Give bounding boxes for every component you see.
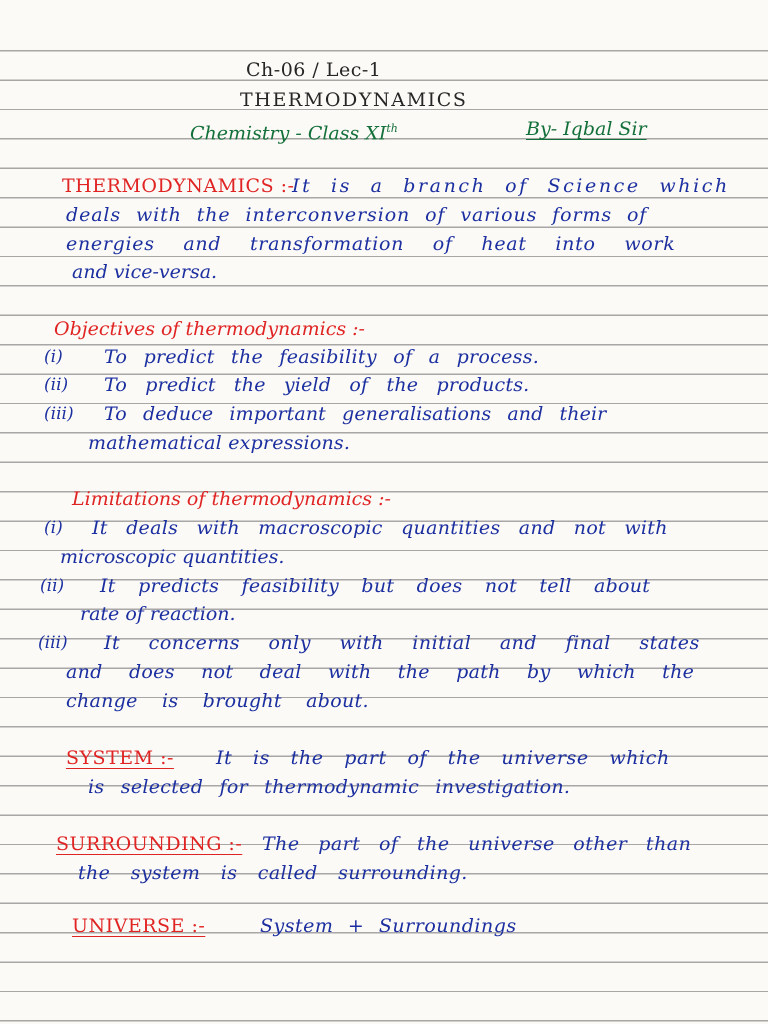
surrounding-line: the system is called surrounding. <box>78 862 468 884</box>
universe-definition: System + Surroundings <box>260 915 517 937</box>
thermodynamics-line: deals with the interconversion of various forms of <box>66 204 648 226</box>
limitation-line: change is brought about. <box>66 690 369 712</box>
thermodynamics-line: energies and transformation of heat into work <box>66 233 676 255</box>
limitation-line: It predicts feasibility but does not tell about <box>100 575 651 597</box>
subject-label <box>190 117 398 145</box>
objectives-heading: Objectives of thermodynamics :- <box>54 318 365 340</box>
objective-number: (ii) <box>44 375 69 395</box>
objective-item: To predict the yield of the products. <box>104 374 530 396</box>
limitation-line: It deals with macroscopic quantities and not with <box>92 517 668 539</box>
class-suffix: th <box>386 122 398 135</box>
surrounding-term: SURROUNDING :- <box>56 833 243 855</box>
limitation-line: and does not deal with the path by which the <box>66 661 695 683</box>
limitation-number: (iii) <box>38 633 68 653</box>
limitation-line: It concerns only with initial and final states <box>104 632 700 654</box>
limitation-line: microscopic quantities. <box>60 546 285 568</box>
limitation-number: (i) <box>44 518 63 538</box>
limitation-line: rate of reaction. <box>80 603 236 625</box>
chapter-label: Ch-06 / Lec-1 <box>246 59 382 81</box>
thermodynamics-term: THERMODYNAMICS :- <box>62 175 295 197</box>
objective-item: To deduce important generalisations and their <box>104 403 607 425</box>
objective-item: To predict the feasibility of a process. <box>104 346 540 368</box>
objective-continuation: mathematical expressions. <box>88 432 351 454</box>
subject-text: Chemistry - Class XI <box>190 122 387 145</box>
universe-term: UNIVERSE :- <box>72 915 206 937</box>
author-label: By- Iqbal Sir <box>526 118 647 140</box>
system-line: is selected for thermodynamic investigation. <box>88 776 571 798</box>
surrounding-line: The part of the universe other than <box>262 833 692 855</box>
thermodynamics-line: It is a branch of Science which <box>292 175 730 197</box>
limitations-heading: Limitations of thermodynamics :- <box>72 488 391 510</box>
system-line: It is the part of the universe which <box>216 747 670 769</box>
objective-number: (i) <box>44 347 63 367</box>
thermodynamics-line: and vice-versa. <box>72 261 218 283</box>
objective-number: (iii) <box>44 404 74 424</box>
system-term: SYSTEM :- <box>66 747 174 769</box>
limitation-number: (ii) <box>40 576 65 596</box>
page-title: THERMODYNAMICS <box>240 89 468 111</box>
